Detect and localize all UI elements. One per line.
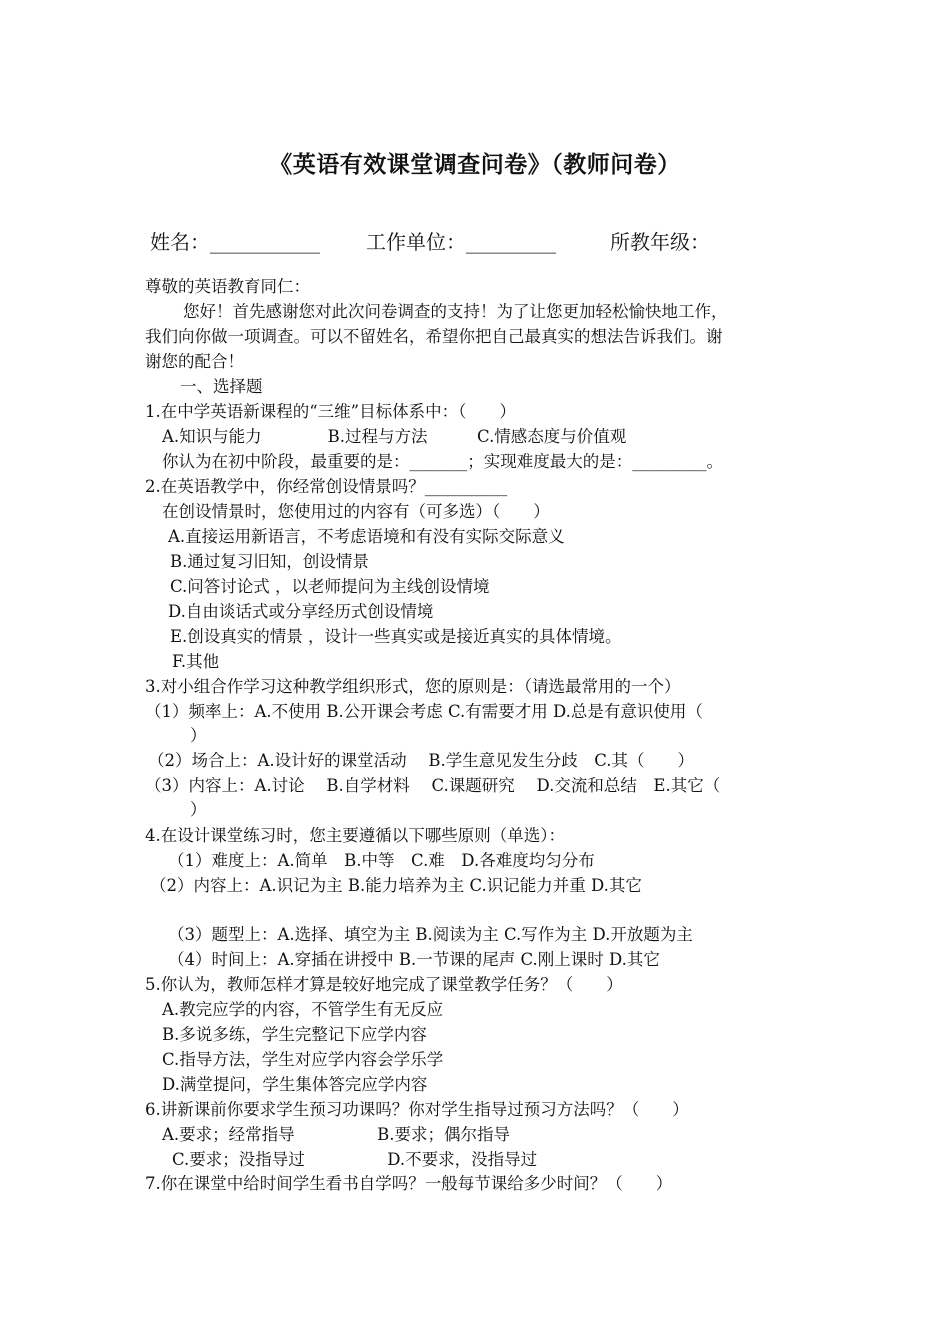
question-3-part: （1）频率上：A.不使用 B.公开课会考虑 C.有需要才用 D.总是有意识使用（ bbox=[145, 702, 703, 721]
question-3-part-continued: ） bbox=[190, 800, 207, 819]
question-4-part: （4）时间上：A.穿插在讲授中 B.一节课的尾声 C.刚上课时 D.其它 bbox=[168, 950, 660, 969]
question-5-option: B.多说多练，学生完整记下应学内容 bbox=[162, 1025, 427, 1044]
question-1-options: A.知识与能力 B.过程与方法 C.情感态度与价值观 bbox=[162, 427, 627, 446]
question-3: 3.对小组合作学习这种教学组织形式，您的原则是：（请选最常用的一个） bbox=[145, 677, 681, 696]
question-4-part: （1）难度上：A.简单 B.中等 C.难 D.各难度均匀分布 bbox=[168, 851, 595, 870]
intro-paragraph-line: 我们向你做一项调查。可以不留姓名，希望你把自己最真实的想法告诉我们。谢 bbox=[145, 327, 723, 346]
work-unit-field: 工作单位：_________ bbox=[366, 230, 556, 254]
question-5: 5.你认为，教师怎样才算是较好地完成了课堂教学任务？（ ） bbox=[145, 975, 623, 994]
salutation: 尊敬的英语教育同仁： bbox=[145, 277, 310, 296]
question-2-option: A.直接运用新语言，不考虑语境和有没有实际交际意义 bbox=[168, 527, 565, 546]
question-4-part: （3）题型上：A.选择、填空为主 B.阅读为主 C.写作为主 D.开放题为主 bbox=[168, 925, 693, 944]
question-7: 7.你在课堂中给时间学生看书自学吗？一般每节课给多少时间？（ ） bbox=[145, 1174, 673, 1193]
intro-paragraph-line: 谢您的配合！ bbox=[145, 352, 244, 371]
question-1: 1.在中学英语新课程的“三维”目标体系中：（ ） bbox=[145, 402, 516, 421]
document-title: 《英语有效课堂调查问卷》（教师问卷） bbox=[269, 151, 681, 178]
question-2-option: D.自由谈话式或分享经历式创设情境 bbox=[168, 602, 434, 621]
question-3-part: （3）内容上：A.讨论 B.自学材料 C.课题研究 D.交流和总结 E.其它（ bbox=[145, 776, 721, 795]
section-heading: 一、选择题 bbox=[180, 377, 263, 396]
question-2-option: C.问答讨论式 ，以老师提问为主线创设情境 bbox=[170, 577, 490, 596]
question-2-subprompt: 在创设情景时，您使用过的内容有（可多选）（ ） bbox=[162, 502, 550, 521]
question-2: 2.在英语教学中，你经常创设情景吗？__________ bbox=[145, 477, 508, 496]
question-3-part-continued: ） bbox=[190, 726, 207, 745]
question-2-option: F.其他 bbox=[172, 652, 220, 671]
question-5-option: A.教完应学的内容，不管学生有无反应 bbox=[162, 1000, 444, 1019]
question-2-option: B.通过复习旧知，创设情景 bbox=[170, 552, 369, 571]
question-6-options: A.要求；经常指导 B.要求；偶尔指导 bbox=[162, 1125, 511, 1144]
question-4: 4.在设计课堂练习时，您主要遵循以下哪些原则（单选）： bbox=[145, 826, 565, 845]
question-4-part: （2）内容上：A.识记为主 B.能力培养为主 C.识记能力并重 D.其它 bbox=[150, 876, 642, 895]
question-1-followup: 你认为在初中阶段，最重要的是：_______；实现难度最大的是：_________。 bbox=[162, 452, 723, 471]
name-field: 姓名：___________ bbox=[150, 230, 320, 254]
question-6: 6.讲新课前你要求学生预习功课吗？你对学生指导过预习方法吗？（ ） bbox=[145, 1100, 689, 1119]
question-5-option: C.指导方法，学生对应学内容会学乐学 bbox=[162, 1050, 444, 1069]
teaching-grade-field: 所教年级： bbox=[610, 230, 710, 254]
intro-paragraph-line: 您好！首先感谢您对此次问卷调查的支持！为了让您更加轻松愉快地工作， bbox=[183, 302, 728, 321]
question-3-part: （2）场合上：A.设计好的课堂活动 B.学生意见发生分歧 C.其（ ） bbox=[148, 751, 695, 770]
question-6-options: C.要求；没指导过 D.不要求，没指导过 bbox=[172, 1150, 538, 1169]
question-2-option: E.创设真实的情景 ，设计一些真实或是接近真实的具体情境。 bbox=[170, 627, 622, 646]
question-5-option: D.满堂提问，学生集体答完应学内容 bbox=[162, 1075, 428, 1094]
